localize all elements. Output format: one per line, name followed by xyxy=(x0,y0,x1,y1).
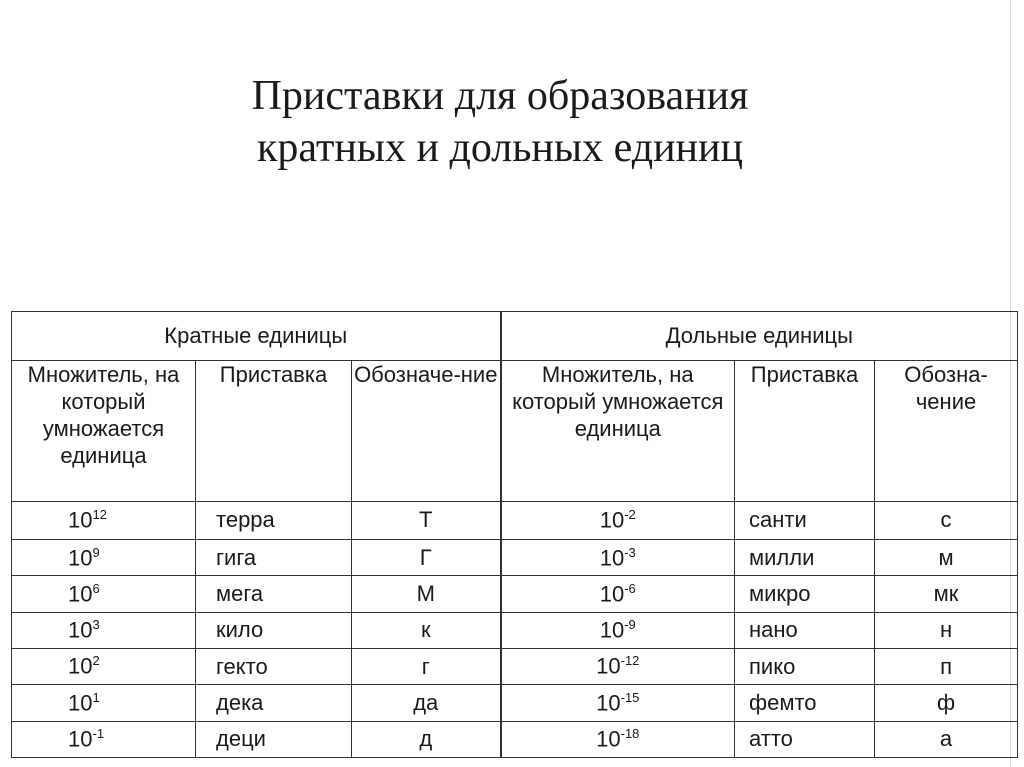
subsymbol-cell: а xyxy=(875,721,1018,757)
power-base: 10 xyxy=(599,507,625,533)
submultiplier-cell xyxy=(501,540,735,576)
power-base: 10 xyxy=(599,544,625,570)
table-row xyxy=(12,501,1018,539)
table-row xyxy=(12,648,1018,684)
power-exponent: -1 xyxy=(92,726,105,742)
title-line-1: Приставки для образования xyxy=(251,73,749,119)
power-exponent: -15 xyxy=(620,689,640,705)
header-symbol-sub: Обозна-чение xyxy=(875,361,1018,501)
power-exponent: -6 xyxy=(624,580,636,596)
multiplier-cell xyxy=(12,721,196,757)
prefix-cell: гекто xyxy=(196,648,352,684)
subprefix-cell: пико xyxy=(735,648,875,684)
prefix-cell: терра xyxy=(196,501,352,539)
power-exponent: -2 xyxy=(624,507,636,523)
group-submultiple-header: Дольные единицы xyxy=(501,312,1018,361)
table-row xyxy=(12,685,1018,721)
power-exponent: -18 xyxy=(620,726,640,742)
power-exponent: 3 xyxy=(92,617,100,633)
submultiplier-cell xyxy=(501,721,735,757)
power-base: 10 xyxy=(68,581,93,607)
header-prefix: Приставка xyxy=(196,361,352,501)
table-row xyxy=(12,576,1018,612)
power-base: 10 xyxy=(68,690,93,716)
symbol-cell: Г xyxy=(352,540,501,576)
subprefix-cell: милли xyxy=(735,540,875,576)
table-row xyxy=(12,721,1018,757)
subsymbol-cell: м xyxy=(875,540,1018,576)
header-multiplier-sub: Множитель, на который умножается единица xyxy=(501,361,735,501)
subprefix-cell: фемто xyxy=(735,685,875,721)
submultiplier-cell xyxy=(501,612,735,648)
subprefix-cell: санти xyxy=(735,501,875,539)
power-exponent: -9 xyxy=(624,617,636,633)
symbol-cell: к xyxy=(352,612,501,648)
prefix-cell: гига xyxy=(196,540,352,576)
column-header-row xyxy=(12,361,1018,501)
subsymbol-cell: мк xyxy=(875,576,1018,612)
subsymbol-cell: ф xyxy=(875,685,1018,721)
power-base: 10 xyxy=(68,507,93,533)
multiplier-cell xyxy=(12,648,196,684)
subsymbol-cell: н xyxy=(875,612,1018,648)
table-row xyxy=(12,612,1018,648)
subsymbol-cell: с xyxy=(875,501,1018,539)
power-base: 10 xyxy=(596,653,621,679)
symbol-cell: г xyxy=(352,648,501,684)
power-exponent: 9 xyxy=(92,544,100,560)
submultiplier-cell xyxy=(501,576,735,612)
title-line-2: кратных и дольных единиц xyxy=(257,125,743,171)
power-exponent: -12 xyxy=(620,653,640,669)
group-header-row xyxy=(12,312,1018,361)
subprefix-cell: атто xyxy=(735,721,875,757)
multiplier-cell xyxy=(12,685,196,721)
submultiplier-cell xyxy=(501,685,735,721)
power-base: 10 xyxy=(599,581,625,607)
power-base: 10 xyxy=(68,544,93,570)
power-base: 10 xyxy=(68,617,93,643)
power-base: 10 xyxy=(599,617,625,643)
power-exponent: 6 xyxy=(92,580,100,596)
subprefix-cell: нано xyxy=(735,612,875,648)
prefix-cell: дека xyxy=(196,685,352,721)
symbol-cell: М xyxy=(352,576,501,612)
power-base: 10 xyxy=(596,690,621,716)
multiplier-cell xyxy=(12,612,196,648)
group-multiple-header: Кратные единицы xyxy=(12,312,501,361)
slide-title xyxy=(0,70,1000,174)
multiplier-cell xyxy=(12,576,196,612)
header-multiplier: Множитель, на который умножается единица xyxy=(12,361,196,501)
power-exponent: 2 xyxy=(92,653,100,669)
header-prefix-sub: Приставка xyxy=(735,361,875,501)
table-row xyxy=(12,540,1018,576)
power-base: 10 xyxy=(596,726,621,752)
prefix-cell: деци xyxy=(196,721,352,757)
header-symbol: Обозначе-ние xyxy=(352,361,501,501)
power-exponent: 1 xyxy=(92,689,100,705)
symbol-cell: Т xyxy=(352,501,501,539)
multiplier-cell xyxy=(12,501,196,539)
symbol-cell: да xyxy=(352,685,501,721)
symbol-cell: д xyxy=(352,721,501,757)
submultiplier-cell xyxy=(501,501,735,539)
power-exponent: 12 xyxy=(92,507,107,523)
prefix-cell: мега xyxy=(196,576,352,612)
power-base: 10 xyxy=(68,726,93,752)
multiplier-cell xyxy=(12,540,196,576)
subprefix-cell: микро xyxy=(735,576,875,612)
prefix-cell: кило xyxy=(196,612,352,648)
subsymbol-cell: п xyxy=(875,648,1018,684)
prefix-table xyxy=(11,311,1018,758)
power-exponent: -3 xyxy=(624,544,636,560)
submultiplier-cell xyxy=(501,648,735,684)
power-base: 10 xyxy=(68,653,93,679)
